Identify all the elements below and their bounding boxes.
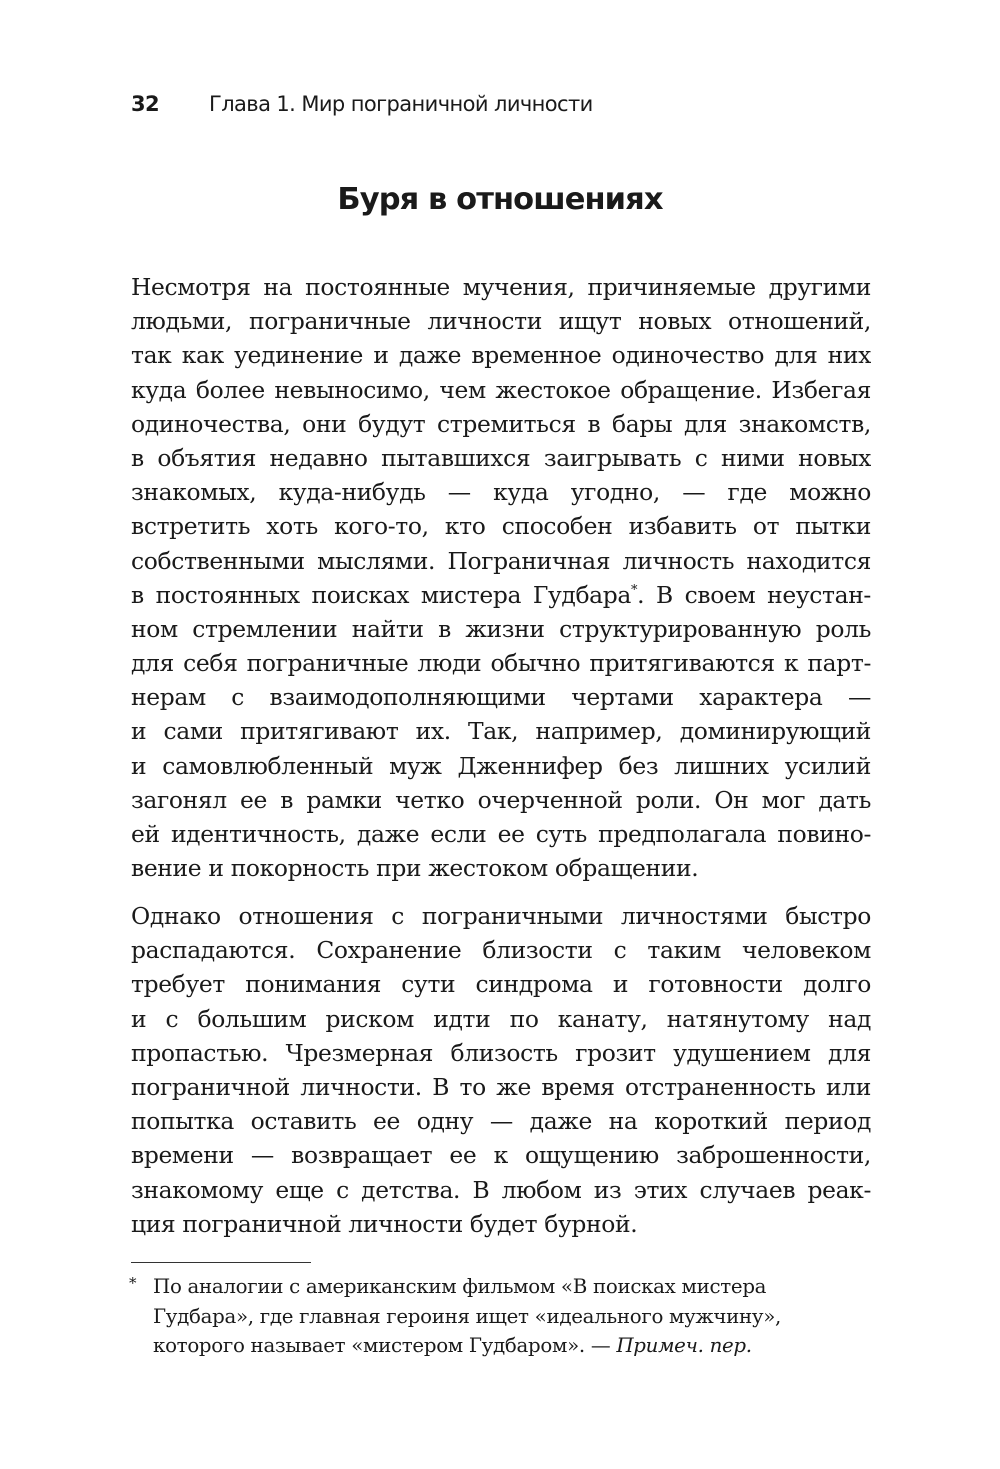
text-line: пограничной личности. В то же время отстраненность или bbox=[131, 1072, 871, 1101]
text-line: людьми, пограничные личности ищут новых отношений, bbox=[131, 307, 871, 336]
text-line: вение и покорность при жестоком обращении. bbox=[131, 854, 699, 883]
text-line: времени — возвращает ее к ощущению заброшенности, bbox=[131, 1141, 871, 1170]
text-line: в объятия недавно пытавшихся заигрывать с ними новых bbox=[131, 443, 871, 472]
text-fragment: . В своем неустан- bbox=[637, 580, 871, 609]
paragraph-1 bbox=[131, 270, 871, 885]
text-line: собственными мыслями. Пограничная личность находится bbox=[131, 546, 871, 575]
text-line: пропастью. Чрезмерная близость грозит удушением для bbox=[131, 1038, 871, 1067]
text-line: и самовлюбленный муж Дженнифер без лишних усилий bbox=[131, 751, 871, 780]
text-line: распадаются. Сохранение близости с таким человеком bbox=[131, 936, 871, 965]
text-line: встретить хоть кого-то, кто способен избавить от пытки bbox=[131, 512, 871, 541]
section-title: Буря в отношениях bbox=[337, 182, 663, 217]
text-line: Несмотря на постоянные мучения, причиняемые другими bbox=[131, 273, 871, 301]
text-line: нерам с взаимодополняющими чертами характера — bbox=[131, 683, 871, 712]
footnote-mark: * bbox=[129, 1274, 137, 1292]
text-line: для себя пограничные люди обычно притягиваются к парт- bbox=[131, 649, 871, 678]
text-line: ция пограничной личности будет бурной. bbox=[131, 1209, 638, 1238]
translator-note: Примеч. пер. bbox=[616, 1334, 752, 1357]
footnote-reference: * bbox=[631, 582, 638, 598]
page-number: 32 bbox=[131, 92, 160, 116]
footnote-divider bbox=[131, 1262, 311, 1263]
text-line: попытка оставить ее одну — даже на короткий период bbox=[131, 1107, 871, 1136]
text-line: так как уединение и даже временное одиночество для них bbox=[131, 341, 871, 370]
text-line: знакомых, куда-нибудь — куда угодно, — где можно bbox=[131, 478, 871, 507]
text-line: одиночества, они будут стремиться в бары для знакомств, bbox=[131, 409, 871, 438]
running-head bbox=[131, 92, 593, 116]
text-line: куда более невыносимо, чем жестокое обращение. Избегая bbox=[131, 375, 871, 404]
text-line: и сами притягивают их. Так, например, доминирующий bbox=[131, 717, 871, 746]
footnote-text: которого называет «мистером Гудбаром». — bbox=[153, 1334, 611, 1357]
footnote-text: По аналогии с американским фильмом «В поисках мистера bbox=[153, 1275, 767, 1298]
footnote-line bbox=[153, 1272, 871, 1302]
text-line: ей идентичность, даже если ее суть предполагала повино- bbox=[131, 820, 871, 848]
chapter-title: Глава 1. Мир пограничной личности bbox=[209, 92, 593, 116]
footnote-line bbox=[153, 1331, 871, 1361]
text-line: требует понимания сути синдрома и готовности долго bbox=[131, 970, 871, 999]
text-fragment: в постоянных поисках мистера Гудбара bbox=[131, 580, 631, 609]
footnote bbox=[131, 1272, 871, 1361]
footnote-line: Гудбара», где главная героиня ищет «идеального мужчину», bbox=[153, 1304, 782, 1328]
text-line: и с большим риском идти по канату, натянутому над bbox=[131, 1004, 871, 1033]
text-line: Однако отношения с пограничными личностями быстро bbox=[131, 902, 871, 930]
text-line: знакомому еще с детства. В любом из этих случаев реак- bbox=[131, 1175, 871, 1204]
text-line: загонял ее в рамки четко очерченной роли. Он мог дать bbox=[131, 785, 871, 814]
text-line-with-footnote-ref bbox=[131, 578, 871, 612]
text-line: ном стремлении найти в жизни структурированную роль bbox=[131, 614, 871, 643]
paragraph-2 bbox=[131, 899, 871, 1241]
